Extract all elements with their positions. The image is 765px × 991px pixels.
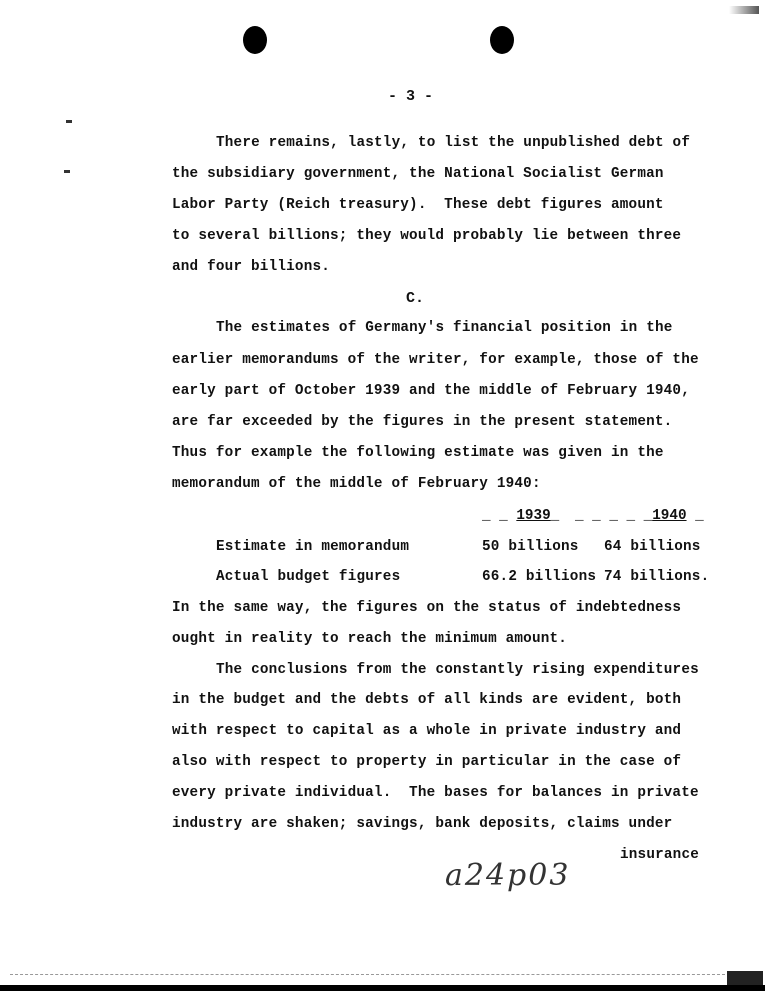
text-line: and four billions. — [172, 259, 331, 275]
text-line: Labor Party (Reich treasury). These debt figures amount — [172, 197, 664, 213]
table-cell: 74 billions. — [604, 569, 710, 585]
text-line: In the same way, the figures on the status of indebtedness — [172, 600, 682, 616]
text-line: also with respect to property in particular in the case of — [172, 754, 682, 770]
text-line: earlier memorandums of the writer, for example, those of the — [172, 352, 699, 368]
table-cell: 64 billions — [604, 539, 701, 555]
scan-border — [0, 985, 765, 991]
table-row-label: Estimate in memorandum — [216, 539, 410, 555]
text-line: industry are shaken; savings, bank deposits, claims under — [172, 816, 673, 832]
margin-mark — [66, 120, 72, 123]
text-line: every private individual. The bases for balances in private — [172, 785, 699, 801]
scan-mark — [729, 6, 759, 14]
handwritten-note: a24p03 — [445, 858, 571, 893]
table-cell: 66.2 billions — [482, 569, 597, 585]
margin-mark — [64, 170, 70, 173]
text-line: early part of October 1939 and the middle of February 1940, — [172, 383, 690, 399]
punch-hole-left — [243, 26, 267, 54]
table-cell: 50 billions — [482, 539, 579, 555]
text-line: ought in reality to reach the minimum amount. — [172, 631, 568, 647]
table-row-label: Actual budget figures — [216, 569, 401, 585]
text-line: The estimates of Germany's financial position in the — [216, 320, 673, 336]
text-line: The conclusions from the constantly rising expenditures — [216, 662, 699, 678]
text-line: memorandum of the middle of February 1940: — [172, 476, 541, 492]
text-line: are far exceeded by the figures in the present statement. — [172, 414, 673, 430]
scan-mark — [727, 971, 763, 985]
text-line: Thus for example the following estimate was given in the — [172, 445, 664, 461]
text-line: to several billions; they would probably lie between three — [172, 228, 682, 244]
scan-edge-line — [10, 974, 725, 975]
punch-hole-right — [490, 26, 514, 54]
text-line: with respect to capital as a whole in private industry and — [172, 723, 682, 739]
table-header-1939: _ _ 1939_ — [482, 508, 560, 524]
text-line: in the budget and the debts of all kinds are evident, both — [172, 692, 682, 708]
table-header-1940: _ _ _ _ _1940 _ — [575, 508, 704, 524]
text-line: the subsidiary government, the National Socialist German — [172, 166, 664, 182]
section-heading: C. — [406, 290, 425, 307]
catchword: insurance — [620, 847, 700, 863]
text-line: There remains, lastly, to list the unpublished debt of — [216, 135, 691, 151]
page-number: - 3 - — [388, 88, 434, 105]
